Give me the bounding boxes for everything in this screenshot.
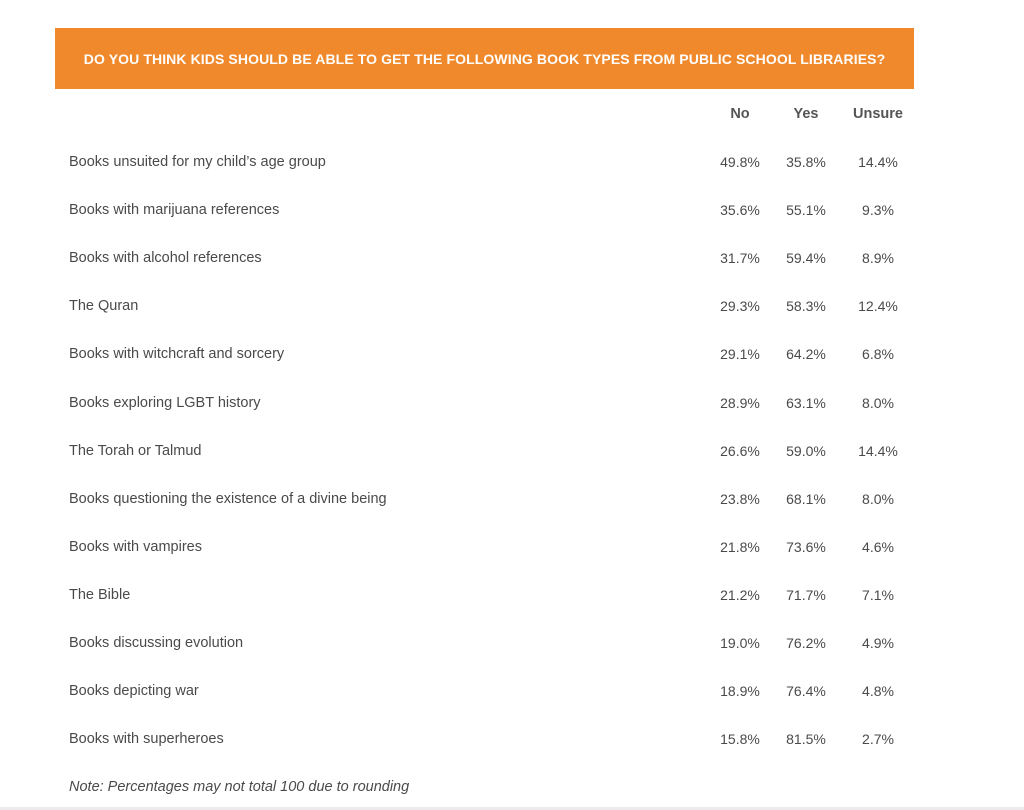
table-row <box>0 537 1024 557</box>
table-row <box>0 489 1024 509</box>
row-label: Books with superheroes <box>69 731 224 748</box>
table-row <box>0 152 1024 172</box>
cell-unsure: 4.9% <box>862 635 894 651</box>
title-banner <box>55 28 914 89</box>
cell-no: 31.7% <box>720 250 760 267</box>
cell-no: 15.8% <box>720 731 760 748</box>
cell-unsure: 9.3% <box>862 202 894 219</box>
cell-yes: 64.2% <box>786 346 826 363</box>
cell-unsure: 8.0% <box>862 394 894 411</box>
cell-no: 21.2% <box>720 586 760 603</box>
row-label: Books with marijuana references <box>69 202 280 219</box>
row-label: Books depicting war <box>69 683 199 700</box>
row-label: Books exploring LGBT history <box>69 394 261 411</box>
cell-yes: 55.1% <box>786 202 826 219</box>
cell-unsure: 4.6% <box>862 538 894 555</box>
row-label: Books discussing evolution <box>69 635 244 651</box>
row-label: The Bible <box>69 586 131 603</box>
cell-yes: 76.4% <box>786 683 826 700</box>
cell-yes: 59.0% <box>786 442 826 459</box>
cell-yes: 68.1% <box>786 490 826 507</box>
cell-yes: 59.4% <box>786 250 826 267</box>
table-row <box>0 585 1024 605</box>
cell-no: 26.6% <box>720 442 760 459</box>
footnote: Note: Percentages may not total 100 due to rounding <box>69 779 410 795</box>
cell-yes: 76.2% <box>786 635 826 651</box>
table-row <box>0 344 1024 364</box>
cell-unsure: 14.4% <box>858 154 898 170</box>
row-label: Books questioning the existence of a divine being <box>69 490 387 507</box>
cell-yes: 58.3% <box>786 298 826 315</box>
column-header-unsure: Unsure <box>853 106 903 122</box>
cell-unsure: 6.8% <box>862 346 894 363</box>
column-header-yes: Yes <box>793 106 819 122</box>
cell-unsure: 4.8% <box>862 683 894 700</box>
row-label: Books unsuited for my child’s age group <box>69 154 326 170</box>
cell-unsure: 7.1% <box>862 586 894 603</box>
cell-no: 19.0% <box>720 635 760 651</box>
table-row <box>0 296 1024 316</box>
row-label: Books with vampires <box>69 538 202 555</box>
table-row <box>0 200 1024 220</box>
cell-yes: 81.5% <box>786 731 826 748</box>
cell-unsure: 2.7% <box>862 731 894 748</box>
table-row <box>0 633 1024 653</box>
cell-unsure: 14.4% <box>858 442 898 459</box>
cell-no: 23.8% <box>720 490 760 507</box>
row-label: Books with witchcraft and sorcery <box>69 346 285 363</box>
cell-no: 49.8% <box>720 154 760 170</box>
table-row <box>0 393 1024 413</box>
cell-no: 29.1% <box>720 346 760 363</box>
chart-title: DO YOU THINK KIDS SHOULD BE ABLE TO GET THE FOLLOWING BOOK TYPES FROM PUBLIC SCHOOL LIBRARIES? <box>83 50 886 67</box>
cell-yes: 71.7% <box>786 586 826 603</box>
cell-no: 28.9% <box>720 394 760 411</box>
table-row <box>0 729 1024 749</box>
cell-unsure: 8.0% <box>862 490 894 507</box>
cell-no: 21.8% <box>720 538 760 555</box>
cell-yes: 73.6% <box>786 538 826 555</box>
table-row <box>0 681 1024 701</box>
cell-yes: 35.8% <box>786 154 826 170</box>
table-row <box>0 441 1024 461</box>
cell-yes: 63.1% <box>786 394 826 411</box>
cell-no: 18.9% <box>720 683 760 700</box>
table-row <box>0 248 1024 268</box>
cell-no: 35.6% <box>720 202 760 219</box>
row-label: The Quran <box>69 298 139 315</box>
cell-unsure: 12.4% <box>858 298 898 315</box>
column-header-no: No <box>730 106 750 122</box>
cell-unsure: 8.9% <box>862 250 894 267</box>
row-label: The Torah or Talmud <box>69 442 202 459</box>
row-label: Books with alcohol references <box>69 250 262 267</box>
cell-no: 29.3% <box>720 298 760 315</box>
